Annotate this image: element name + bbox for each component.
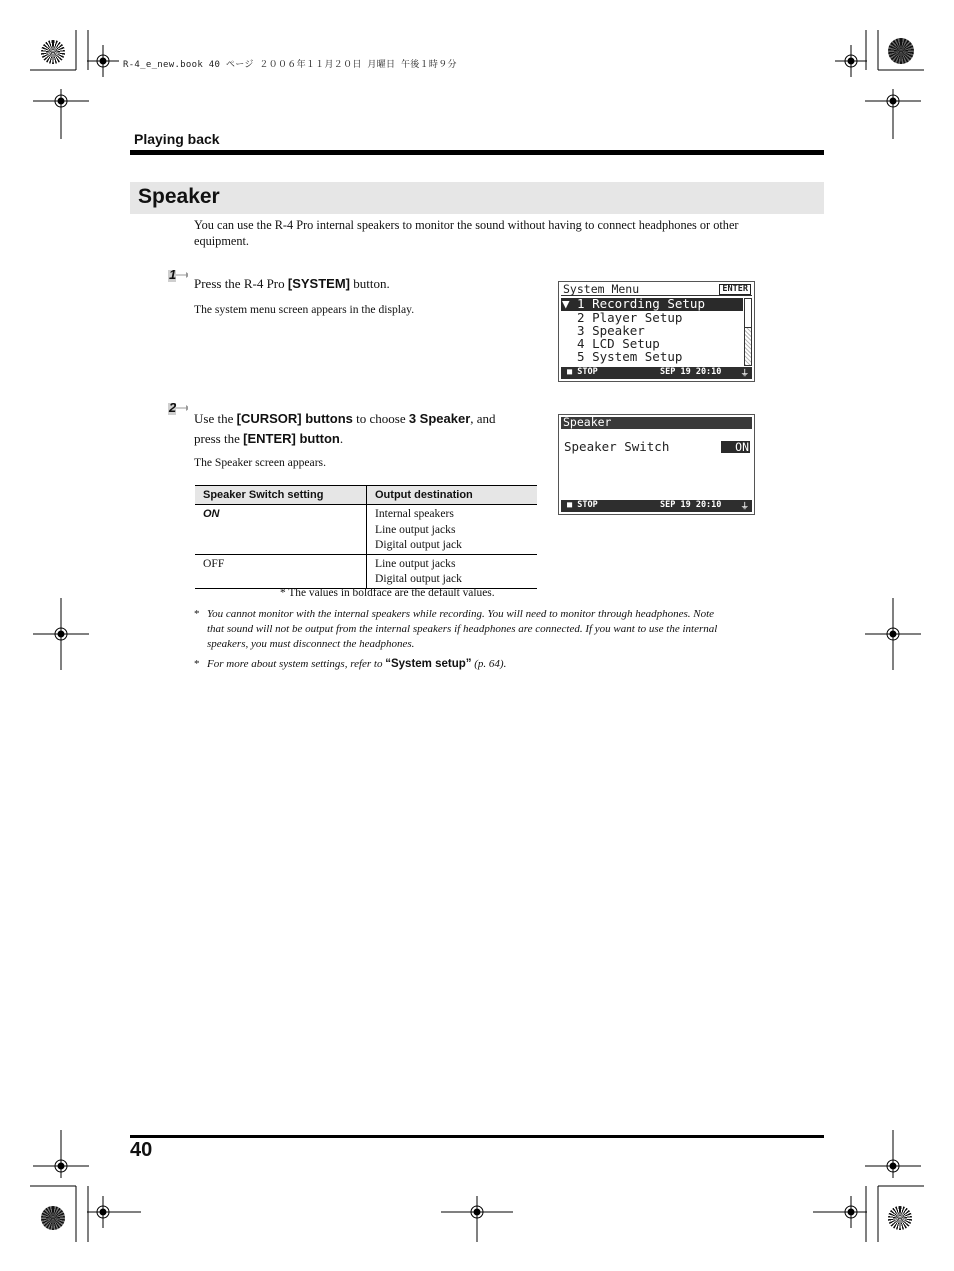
step-1-marker (166, 268, 192, 284)
lcd-title-bar (561, 417, 752, 429)
menu-item-player-setup: 2 Player Setup (562, 310, 683, 325)
status-stop: ■ STOP (567, 500, 598, 510)
table-row (195, 554, 537, 588)
system-setup-link[interactable]: “System setup” (385, 658, 472, 670)
note-2 (207, 657, 506, 672)
step-1-text-a: Press the R-4 Pro (194, 276, 288, 291)
speaker-switch-label: Speaker Switch (564, 439, 670, 454)
setting-on: ON (203, 508, 220, 520)
step-1-text-b: button. (350, 276, 390, 291)
step-2-text (194, 409, 544, 449)
lcd-status-bar (561, 367, 752, 379)
speaker-choice-label: 3 Speaker (408, 411, 471, 426)
table-row (195, 505, 537, 555)
dest-item: Line output jacks (375, 522, 456, 536)
note-1-line: You cannot monitor with the internal speakers while recording. You will need to monitor through headphones. Note (207, 608, 715, 620)
table-cell-setting (195, 505, 367, 555)
lcd-speaker (558, 414, 755, 515)
dest-item: Digital output jack (375, 538, 462, 551)
section-label: Playing back (134, 131, 220, 147)
dest-item: Line output jacks (375, 556, 456, 570)
menu-item-speaker: 3 Speaker (562, 323, 645, 338)
lcd-title: System Menu (563, 282, 640, 296)
table-header-setting: Speaker Switch setting (195, 486, 367, 505)
lcd-system-menu (558, 281, 755, 382)
dest-item: Digital output jack (375, 572, 462, 585)
speaker-switch-value: ON (721, 441, 750, 453)
note-2-text-b: (p. 64). (471, 658, 507, 670)
table-cell-destination (367, 554, 538, 588)
lcd-title-bar (561, 284, 752, 296)
note-2-star: * (194, 658, 200, 670)
title-band (130, 182, 824, 214)
menu-item-recording-setup: ▼ 1 Recording Setup (562, 296, 705, 311)
power-plug-icon: ⏚ (740, 502, 749, 512)
system-button-label: [SYSTEM] (287, 276, 351, 291)
step-2-t4: press the (194, 431, 244, 446)
table-footnote: * The values in boldface are the default values. (280, 587, 495, 599)
menu-item-system-setup: 5 System Setup (562, 349, 683, 364)
note-1-star: * (194, 608, 200, 620)
step-2-marker (166, 401, 192, 417)
step-1-subtext: The system menu screen appears in the display. (194, 303, 415, 316)
step-number: 1 (169, 267, 177, 282)
lcd-status-bar (561, 500, 752, 512)
step-2-t2: to choose (352, 411, 409, 426)
step-2-t5: . (339, 431, 344, 446)
step-1-text (194, 276, 390, 292)
status-date: SEP 19 20:10 (660, 367, 722, 377)
status-date: SEP 19 20:10 (660, 500, 722, 510)
cursor-buttons-label: [CURSOR] buttons (236, 411, 353, 426)
intro-text: You can use the R-4 Pro internal speakers to monitor the sound without having to connect headphones or other equipment. (194, 218, 739, 248)
status-stop: ■ STOP (567, 367, 598, 377)
lcd-scrollbar (744, 298, 752, 366)
menu-item-lcd-setup: 4 LCD Setup (562, 336, 660, 351)
table-header-destination: Output destination (367, 486, 538, 505)
enter-badge: ENTER (719, 284, 751, 295)
step-number: 2 (169, 400, 177, 415)
lcd-title: Speaker (563, 415, 612, 429)
note-2-text-a: For more about system settings, refer to (207, 658, 386, 670)
note-1-line: speakers, you must disconnect the headphones. (207, 638, 415, 650)
note-1 (207, 607, 767, 652)
bottom-rule (130, 1135, 824, 1138)
note-1-line: that sound will not be output from the internal speakers if headphones are connected. If you want to use the internal (207, 623, 718, 635)
table-cell-setting (195, 554, 367, 588)
table-cell-destination (367, 505, 538, 555)
step-2-t1: Use the (194, 411, 237, 426)
enter-button-label: [ENTER] button (243, 431, 340, 446)
page-number: 40 (130, 1139, 153, 1161)
speaker-switch-table (195, 485, 537, 589)
page-title: Speaker (138, 185, 220, 208)
top-rule (130, 150, 824, 155)
file-header: R-4_e_new.book 40 ページ ２００６年１１月２０日 月曜日 午後１時９分 (123, 60, 457, 70)
step-2-subtext: The Speaker screen appears. (194, 456, 326, 469)
step-2-t3: , and (470, 411, 496, 426)
dest-item: Internal speakers (375, 507, 454, 520)
power-plug-icon: ⏚ (740, 369, 749, 379)
setting-off: OFF (203, 556, 225, 570)
scrollbar-thumb (745, 299, 751, 328)
